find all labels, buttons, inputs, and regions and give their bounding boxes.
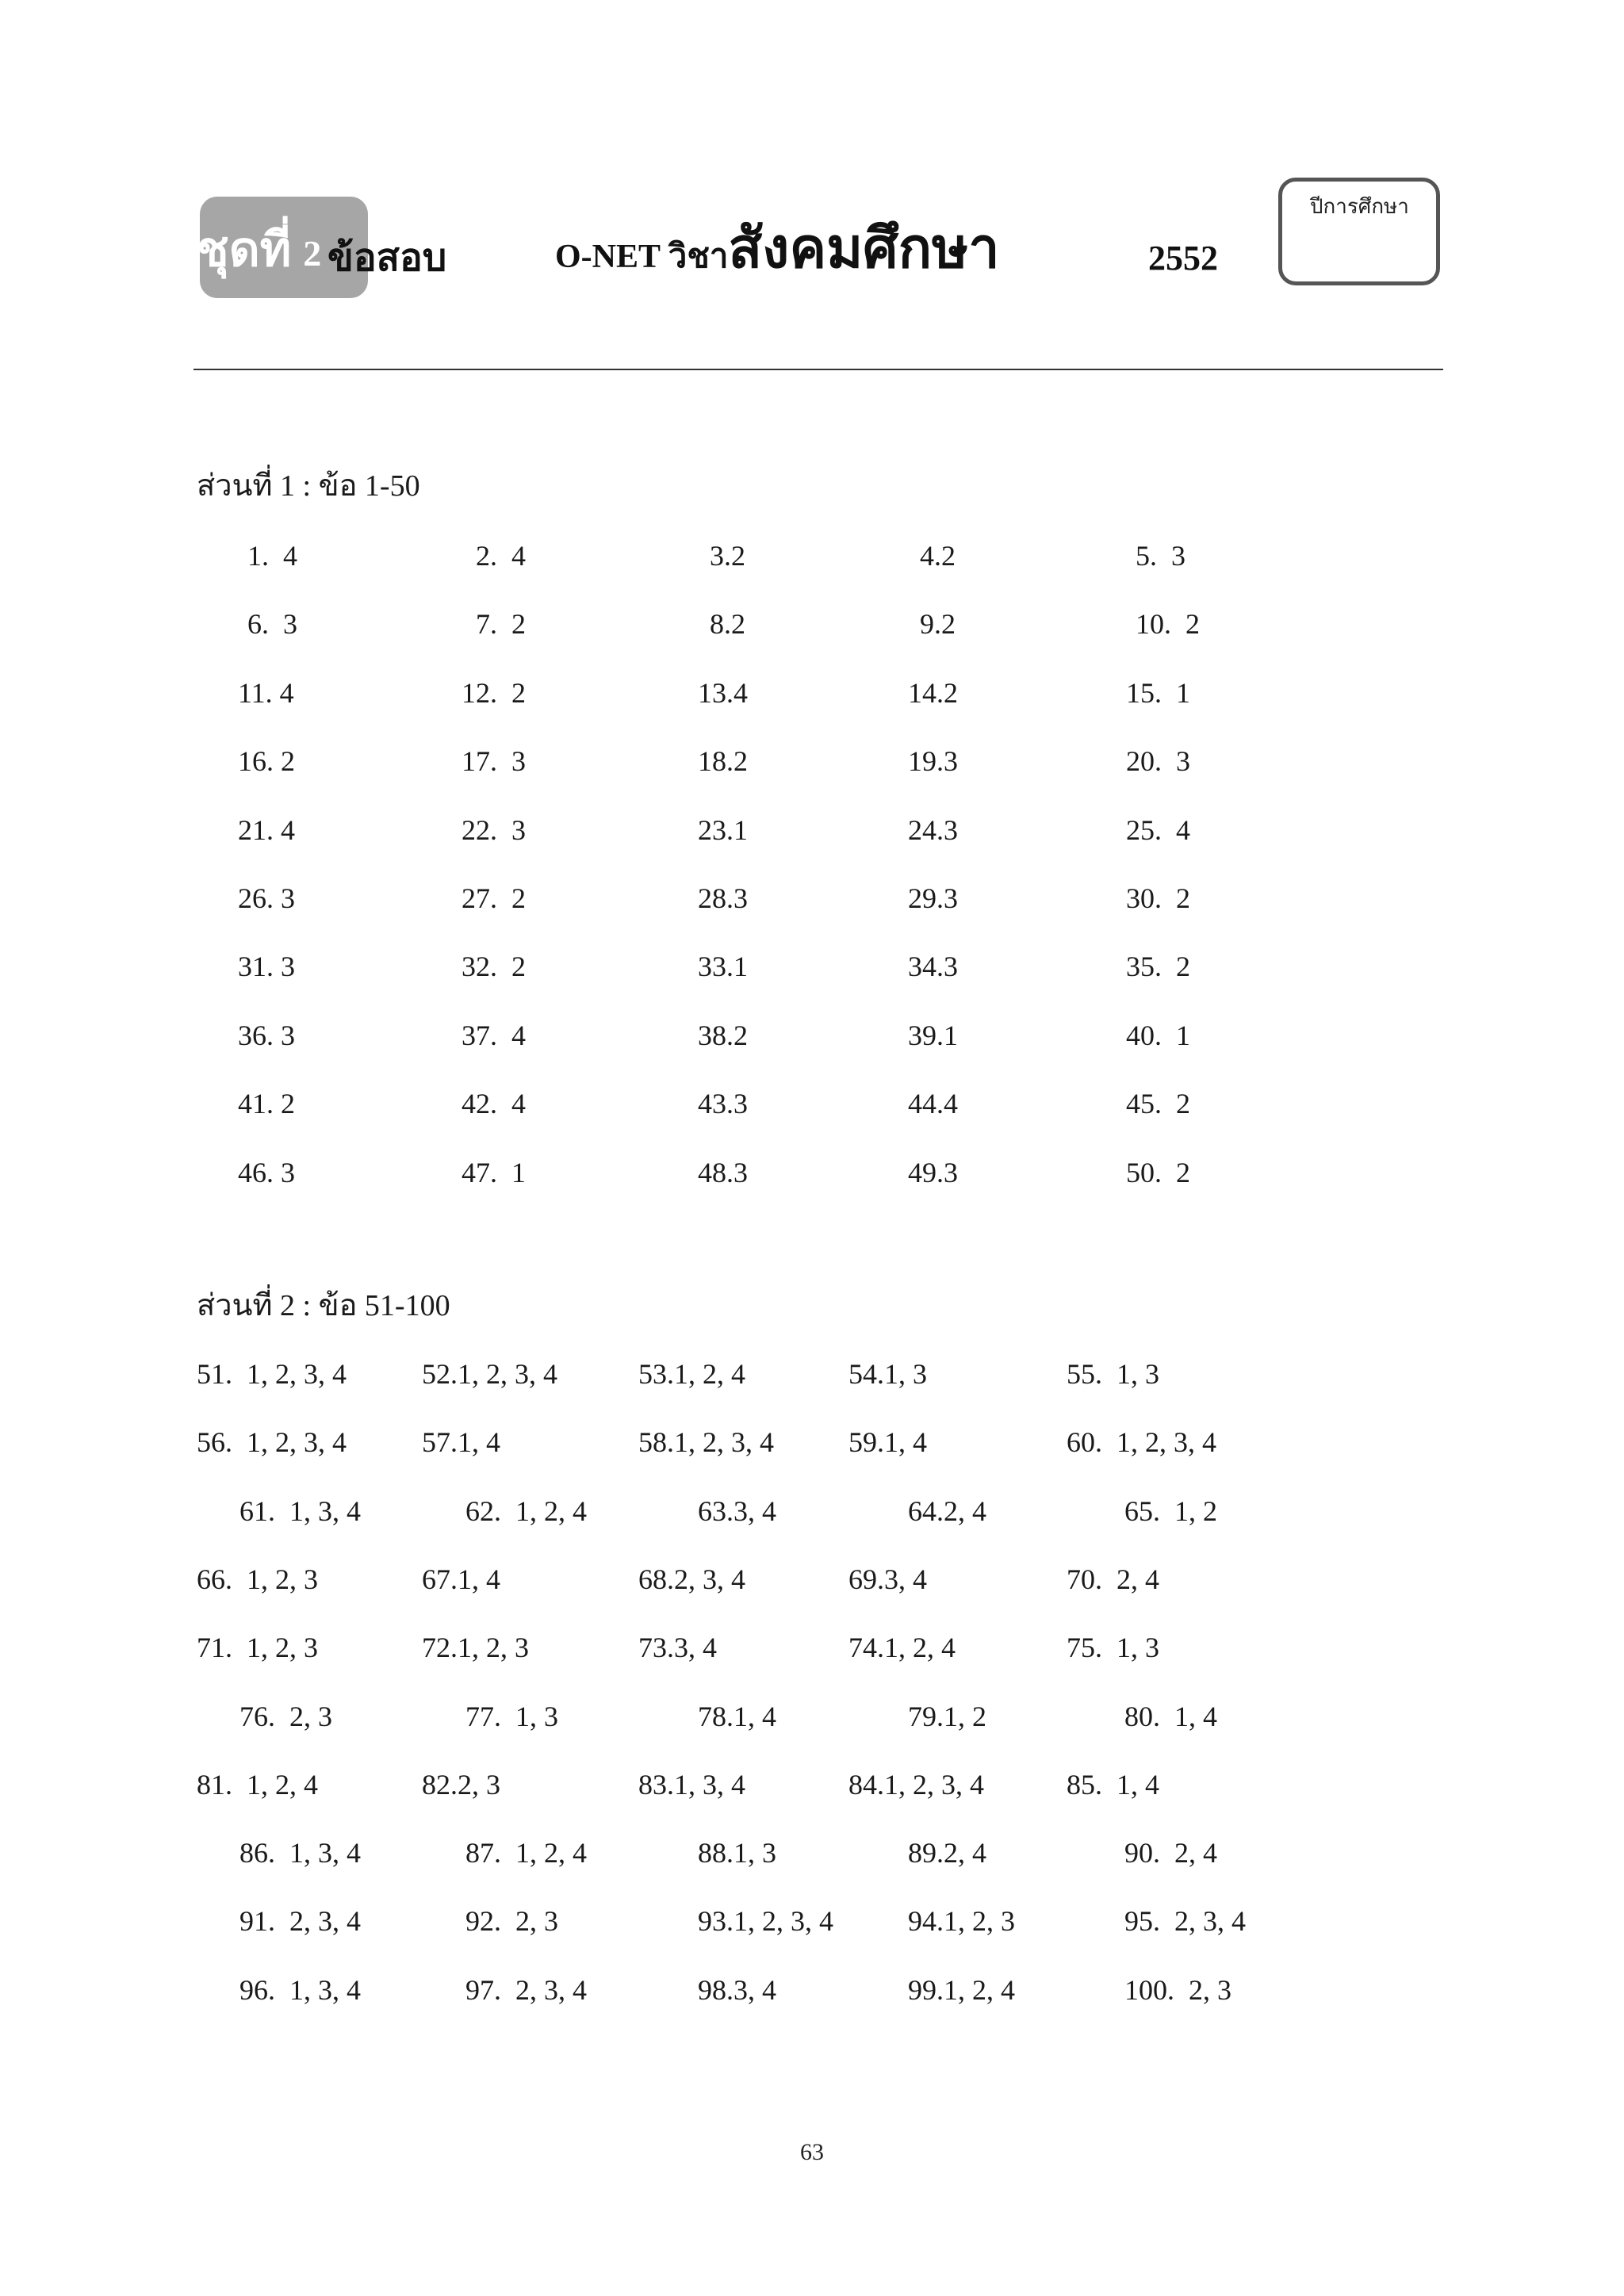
answer-item: 97. 2, 3, 4: [465, 1973, 587, 2006]
answer-item: 6. 3: [247, 608, 297, 641]
answer-item: 63.3, 4: [698, 1494, 776, 1527]
answer-item: 9.2: [920, 608, 956, 641]
answer-item: 52.1, 2, 3, 4: [422, 1358, 557, 1390]
answer-item: 58.1, 2, 3, 4: [638, 1426, 774, 1459]
answer-item: 69.3, 4: [848, 1563, 927, 1595]
answer-item: 40. 1: [1126, 1019, 1190, 1051]
answer-item: 26. 3: [238, 882, 295, 914]
answer-item: 46. 3: [238, 1156, 295, 1188]
exam-title-prefix: O-NET วิชา: [555, 239, 729, 275]
answer-item: 85. 1, 4: [1067, 1768, 1159, 1800]
answer-item: 18.2: [698, 745, 748, 778]
answer-item: 5. 3: [1136, 540, 1185, 572]
answer-item: 90. 2, 4: [1124, 1837, 1217, 1869]
page-header: [0, 0, 1624, 381]
answer-item: 80. 1, 4: [1124, 1700, 1217, 1732]
set-label-number: 2: [303, 233, 322, 274]
answer-item: 96. 1, 3, 4: [239, 1973, 361, 2006]
exam-title: [555, 219, 1000, 280]
answer-item: 41. 2: [238, 1088, 295, 1120]
answer-item: 64.2, 4: [908, 1494, 986, 1527]
year-box: [1278, 178, 1440, 285]
answer-item: 53.1, 2, 4: [638, 1358, 745, 1390]
answer-item: 72.1, 2, 3: [422, 1632, 529, 1664]
answer-item: 100. 2, 3: [1124, 1973, 1231, 2006]
answer-item: 62. 1, 2, 4: [465, 1494, 587, 1527]
answer-item: 15. 1: [1126, 676, 1190, 709]
exam-word: ข้อสอบ: [327, 237, 447, 279]
answer-item: 24.3: [908, 813, 958, 846]
answer-item: 29.3: [908, 882, 958, 914]
answer-item: 47. 1: [462, 1156, 526, 1188]
answer-item: 16. 2: [238, 745, 295, 778]
answer-item: 32. 2: [462, 951, 526, 983]
answer-item: 57.1, 4: [422, 1426, 500, 1459]
answer-item: 34.3: [908, 951, 958, 983]
answer-item: 68.2, 3, 4: [638, 1563, 745, 1595]
answer-item: 73.3, 4: [638, 1632, 717, 1664]
answer-item: 28.3: [698, 882, 748, 914]
answer-item: 30. 2: [1126, 882, 1190, 914]
answer-item: 92. 2, 3: [465, 1905, 558, 1938]
answer-item: 66. 1, 2, 3: [197, 1563, 318, 1595]
answer-item: 27. 2: [462, 882, 526, 914]
answer-item: 74.1, 2, 4: [848, 1632, 956, 1664]
answer-item: 82.2, 3: [422, 1768, 500, 1800]
answer-item: 50. 2: [1126, 1156, 1190, 1188]
answer-item: 23.1: [698, 813, 748, 846]
section1-title: ส่วนที่ 1 : ข้อ 1-50: [197, 469, 420, 503]
answer-item: 42. 4: [462, 1088, 526, 1120]
answer-item: 35. 2: [1126, 951, 1190, 983]
year-box-label: ปีการศึกษา: [1310, 195, 1409, 219]
answer-item: 1. 4: [247, 540, 297, 572]
answer-item: 89.2, 4: [908, 1837, 986, 1869]
answer-item: 33.1: [698, 951, 748, 983]
answer-item: 43.3: [698, 1088, 748, 1120]
answer-item: 48.3: [698, 1156, 748, 1188]
answer-item: 61. 1, 3, 4: [239, 1494, 361, 1527]
answer-item: 98.3, 4: [698, 1973, 776, 2006]
answer-item: 8.2: [710, 608, 745, 641]
section2-title: ส่วนที่ 2 : ข้อ 51-100: [197, 1289, 450, 1322]
answer-item: 65. 1, 2: [1124, 1494, 1217, 1527]
answer-item: 11. 4: [238, 676, 294, 709]
answer-item: 88.1, 3: [698, 1837, 776, 1869]
header-divider: [193, 369, 1443, 370]
answer-item: 67.1, 4: [422, 1563, 500, 1595]
answer-item: 39.1: [908, 1019, 958, 1051]
answer-item: 14.2: [908, 676, 958, 709]
answer-item: 71. 1, 2, 3: [197, 1632, 318, 1664]
exam-title-subject: สังคมศึกษา: [728, 219, 1000, 280]
answer-item: 70. 2, 4: [1067, 1563, 1159, 1595]
answer-item: 54.1, 3: [848, 1358, 927, 1390]
answer-item: 17. 3: [462, 745, 526, 778]
answer-item: 79.1, 2: [908, 1700, 986, 1732]
answer-item: 3.2: [710, 540, 745, 572]
answer-item: 81. 1, 2, 4: [197, 1768, 318, 1800]
answer-item: 55. 1, 3: [1067, 1358, 1159, 1390]
answer-item: 75. 1, 3: [1067, 1632, 1159, 1664]
set-label-text: ชุดที่: [197, 224, 304, 276]
answer-item: 76. 2, 3: [239, 1700, 332, 1732]
exam-year: 2552: [1148, 239, 1218, 277]
answer-item: 59.1, 4: [848, 1426, 927, 1459]
answer-item: 22. 3: [462, 813, 526, 846]
answer-item: 2. 4: [476, 540, 526, 572]
answer-item: 21. 4: [238, 813, 295, 846]
answer-item: 56. 1, 2, 3, 4: [197, 1426, 347, 1459]
answer-item: 7. 2: [476, 608, 526, 641]
answer-item: 87. 1, 2, 4: [465, 1837, 587, 1869]
answer-item: 31. 3: [238, 951, 295, 983]
answer-item: 86. 1, 3, 4: [239, 1837, 361, 1869]
answer-item: 93.1, 2, 3, 4: [698, 1905, 833, 1938]
answer-item: 19.3: [908, 745, 958, 778]
answer-item: 10. 2: [1136, 608, 1200, 641]
answer-item: 13.4: [698, 676, 748, 709]
answer-item: 99.1, 2, 4: [908, 1973, 1015, 2006]
answer-item: 44.4: [908, 1088, 958, 1120]
answer-item: 25. 4: [1126, 813, 1190, 846]
answer-item: 4.2: [920, 540, 956, 572]
answer-item: 49.3: [908, 1156, 958, 1188]
page-number: 63: [800, 2139, 824, 2165]
answer-item: 83.1, 3, 4: [638, 1768, 745, 1800]
answer-item: 94.1, 2, 3: [908, 1905, 1015, 1938]
answer-item: 78.1, 4: [698, 1700, 776, 1732]
answer-item: 37. 4: [462, 1019, 526, 1051]
answer-item: 45. 2: [1126, 1088, 1190, 1120]
answer-item: 36. 3: [238, 1019, 295, 1051]
answer-item: 91. 2, 3, 4: [239, 1905, 361, 1938]
set-label: [197, 226, 321, 274]
answer-item: 51. 1, 2, 3, 4: [197, 1358, 347, 1390]
answer-item: 12. 2: [462, 676, 526, 709]
answer-item: 60. 1, 2, 3, 4: [1067, 1426, 1216, 1459]
answer-item: 20. 3: [1126, 745, 1190, 778]
answer-item: 95. 2, 3, 4: [1124, 1905, 1246, 1938]
answer-item: 77. 1, 3: [465, 1700, 558, 1732]
answer-item: 84.1, 2, 3, 4: [848, 1768, 984, 1800]
answer-item: 38.2: [698, 1019, 748, 1051]
